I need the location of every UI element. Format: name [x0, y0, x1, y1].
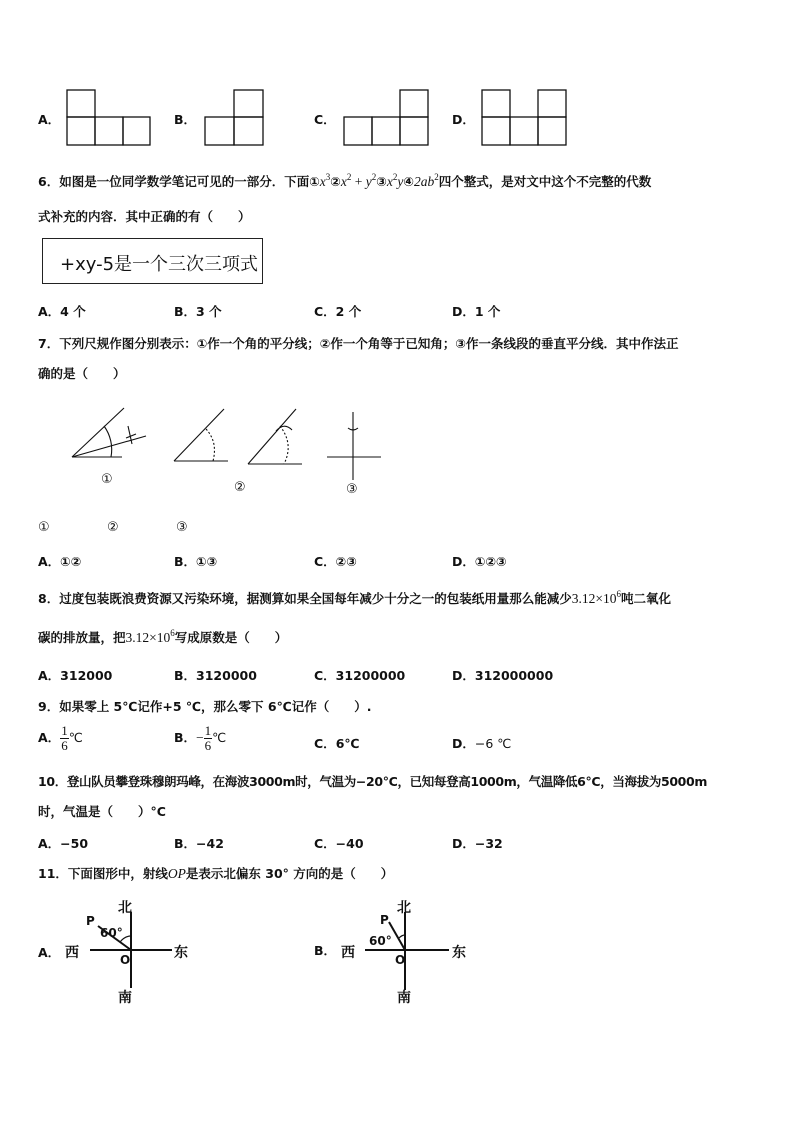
q6-option-d[interactable]: D．1 个	[452, 304, 501, 319]
q6-option-a[interactable]: A．4 个	[38, 304, 86, 319]
q7-option-d[interactable]: D．①②③	[452, 554, 507, 569]
q10-option-a[interactable]: A．−50	[38, 836, 89, 851]
q10-option-d[interactable]: D．−32	[452, 836, 503, 851]
q11-a-angle: 60°	[100, 926, 123, 940]
q5-option-a-letter[interactable]: A．	[38, 112, 61, 127]
q9-stem: 9．如果零上 5℃记作+5 ℃，那么零下 6℃记作（ ）.	[38, 699, 372, 714]
q9-option-a-fraction: $\frac{1}{6}$	[61, 723, 68, 753]
q6-option-c[interactable]: C．2 个	[314, 304, 362, 319]
q9-option-d[interactable]: D．−6 ℃	[452, 736, 512, 751]
q7-figure-2-label: ②	[234, 480, 246, 495]
q11-b-north: 北	[397, 900, 411, 916]
q11-a-origin: O	[120, 953, 131, 967]
q6-note-text: +xy-5是一个三次三项式	[60, 254, 259, 275]
q7-figure-3-label: ③	[346, 482, 358, 497]
q5-figure-d	[480, 89, 568, 147]
q7-figure-3-perpendicular-bisector	[326, 410, 382, 482]
q7-option-b[interactable]: B．①③	[174, 554, 218, 569]
q7-stem-line2: 确的是（ ）	[38, 366, 126, 381]
q11-b-east: 东	[452, 945, 466, 961]
q10-stem-line1: 10．登山队员攀登珠穆朗玛峰，在海波3000m时，气温为−20°C，已知每登高1000m，气温降低6°C，当海拔为5000m	[38, 774, 708, 789]
q7-row-label-3: ③	[176, 520, 188, 535]
q8-option-c[interactable]: C．31200000	[314, 668, 406, 683]
q7-option-c[interactable]: C．②③	[314, 554, 357, 569]
q8-stem-line1: 8．过度包装既浪费资源又污染环境，据测算如果全国每年减少十分之一的包装纸用量那么能减少$3.12\times 10^6$吨二氧化	[38, 589, 671, 606]
q9-option-c[interactable]: C．6℃	[314, 736, 360, 751]
q11-stem: 11．下面图形中，射线OP是表示北偏东 30° 方向的是（ ）	[38, 866, 394, 881]
q6-option-b[interactable]: B．3 个	[174, 304, 222, 319]
q11-compass-a[interactable]	[62, 898, 202, 1004]
q6-note-box	[42, 238, 263, 284]
q8-option-d[interactable]: D．312000000	[452, 668, 554, 683]
q11-b-angle: 60°	[369, 934, 392, 948]
q7-figure-2-copy-angle	[172, 406, 232, 464]
q11-a-south: 南	[118, 990, 132, 1006]
q11-a-west: 西	[65, 945, 79, 961]
q7-row-label-1: ①	[38, 520, 50, 535]
q11-option-b-letter[interactable]: B．	[314, 943, 337, 958]
q9-option-a[interactable]: A． $\frac{1}{6}$ ℃	[38, 723, 83, 753]
q11-option-a-letter[interactable]: A．	[38, 945, 61, 960]
q11-a-point: P	[86, 914, 95, 928]
q5-option-d-letter[interactable]: D．	[452, 112, 475, 127]
q7-stem-line1: 7．下列尺规作图分别表示：①作一个角的平分线；②作一个角等于已知角；③作一条线段的垂直平分线．其中作法正	[38, 336, 679, 351]
q8-stem-line2: 碳的排放量，把$3.12\times 10^6$写成原数是（ ）	[38, 628, 288, 645]
q7-figure-1-angle-bisector	[70, 404, 150, 464]
q10-option-b[interactable]: B．−42	[174, 836, 224, 851]
q11-a-north: 北	[118, 900, 132, 916]
q9-option-b-fraction: $\frac{1}{6}$	[204, 723, 212, 753]
q5-figure-a	[66, 89, 152, 147]
q11-b-point: P	[380, 913, 389, 927]
q11-compass-b[interactable]	[339, 898, 479, 1004]
q6-stem-line1: 6．如图是一位同学数学笔记可见的一部分．下面$①x^3②x^2$ + $y^2③x^2y④2ab^2$四个整式，是对文中这个不完整的代数	[38, 172, 652, 189]
q5-figure-b	[203, 89, 265, 147]
q9-option-b[interactable]: B．− $\frac{1}{6}$ ℃	[174, 723, 227, 753]
q7-figure-1-label: ①	[101, 472, 113, 487]
q7-figure-3-copy-angle	[246, 406, 306, 470]
q8-option-b[interactable]: B．3120000	[174, 668, 257, 683]
q10-option-c[interactable]: C．−40	[314, 836, 364, 851]
q7-option-a[interactable]: A．①②	[38, 554, 82, 569]
q10-stem-line2: 时，气温是（ ）°C	[38, 804, 166, 819]
q5-option-c-letter[interactable]: C．	[314, 112, 336, 127]
q5-figure-c	[342, 89, 430, 147]
q11-b-origin: O	[395, 953, 406, 967]
q11-b-west: 西	[341, 945, 355, 961]
q8-option-a[interactable]: A．312000	[38, 668, 113, 683]
q7-row-label-2: ②	[107, 520, 119, 535]
q6-stem-line2: 式补充的内容．其中正确的有（ ）	[38, 209, 251, 224]
q5-option-b-letter[interactable]: B．	[174, 112, 197, 127]
q11-b-south: 南	[397, 990, 411, 1006]
q11-a-east: 东	[174, 945, 188, 961]
